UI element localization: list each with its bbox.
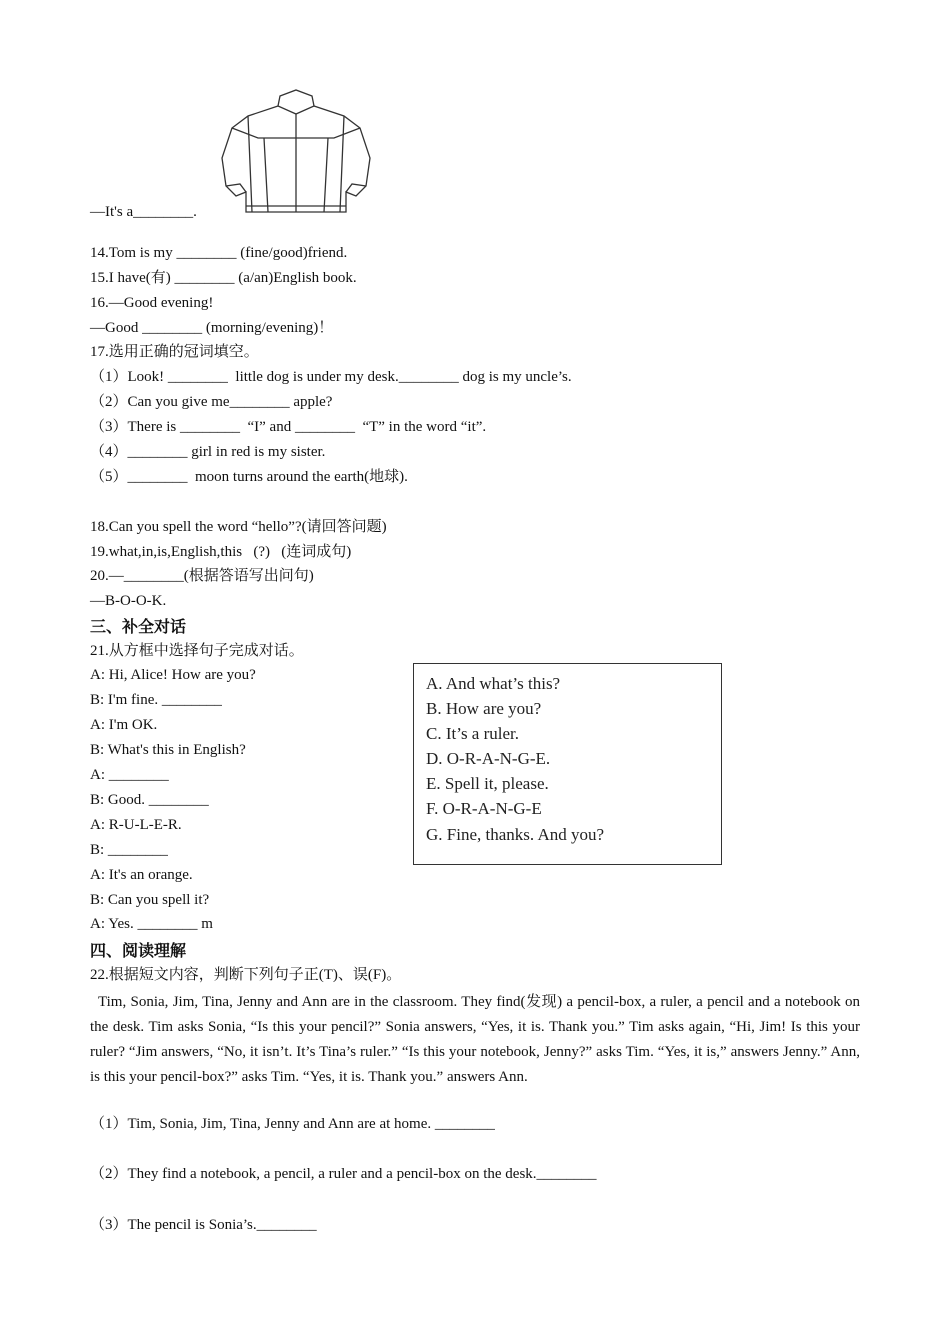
question-18: 18.Can you spell the word “hello”?(请回答问题) [90, 519, 387, 535]
dialogue-line: B: Good. ________ [90, 792, 209, 808]
question-17-1: （1）Look! ________ little dog is under my desk.________ dog is my uncle’s. [90, 369, 572, 385]
question-22: 22.根据短文内容，判断下列句子正(T)、误(F)。 [90, 967, 402, 983]
option-f: F. O-R-A-N-G-E [426, 799, 542, 818]
option-a: A. And what’s this? [426, 674, 561, 693]
question-17-3: （3）There is ________ “I” and ________ “T” in the word “it”. [90, 419, 487, 435]
question-19: 19.what,in,is,English,this (?) (连词成句) [90, 544, 352, 560]
dialogue-line: A: It's an orange. [90, 867, 193, 883]
question-17-4: （4）________ girl in red is my sister. [90, 444, 326, 460]
question-17-5: （5）________ moon turns around the earth(地球). [90, 469, 408, 485]
dialogue-line: A: R-U-L-E-R. [90, 817, 182, 833]
q22-item-2: （2）They find a notebook, a pencil, a ruler and a pencil-box on the desk.________ [90, 1166, 597, 1182]
question-20: 20.—________(根据答语写出问句) [90, 568, 314, 584]
question-14: 14.Tom is my ________ (fine/good)friend. [90, 245, 348, 261]
dialogue-line: A: I'm OK. [90, 717, 158, 733]
question-20-answer: —B-O-O-K. [90, 593, 167, 609]
dialogue-line: A: Yes. ________ m [90, 916, 213, 932]
option-c: C. It’s a ruler. [426, 724, 520, 743]
section-4-heading: 四、阅读理解 [90, 941, 187, 960]
question-16: 16.—Good evening! [90, 295, 214, 311]
option-g: G. Fine, thanks. And you? [426, 825, 605, 844]
options-box [413, 663, 722, 865]
dialogue-line: B: Can you spell it? [90, 892, 210, 908]
option-d: D. O-R-A-N-G-E. [426, 749, 551, 768]
option-b: B. How are you? [426, 699, 542, 718]
q22-item-3: （3）The pencil is Sonia’s.________ [90, 1217, 317, 1233]
question-21: 21.从方框中选择句子完成对话。 [90, 643, 304, 659]
dialogue-line: B: I'm fine. ________ [90, 692, 222, 708]
q13-answer-line: —It's a________. [90, 204, 197, 220]
question-17: 17.选用正确的冠词填空。 [90, 344, 259, 360]
section-3-heading: 三、补全对话 [90, 617, 187, 636]
question-17-2: （2）Can you give me________ apple? [90, 394, 333, 410]
dialogue-line: A: ________ [90, 767, 169, 783]
question-16-reply: —Good ________ (morning/evening)！ [90, 320, 334, 336]
dialogue-line: A: Hi, Alice! How are you? [90, 667, 256, 683]
question-15: 15.I have(有) ________ (a/an)English book. [90, 270, 357, 286]
reading-passage: Tim, Sonia, Jim, Tina, Jenny and Ann are in the classroom. They find(发现) a pencil-box, a ruler, a pencil and a notebook on the desk. Tim asks Sonia, “Is this your pencil?” Sonia answers, “Yes, it is. Thank you.” Tim asks again, “Hi, Jim! Is this your ruler? “Jim answers, “No, it isn’t. It’s Tina’s ruler.” “Is this your notebook, Jenny?” asks Tim. “Yes, it is,” answers Jenny.” Ann, is this your pencil-box?” asks Tim. “Yes, it is. Thank you.” answers Ann. [90, 994, 860, 1085]
dialogue-line: B: What's this in English? [90, 742, 246, 758]
option-e: E. Spell it, please. [426, 774, 549, 793]
jacket-illustration [218, 88, 374, 216]
q22-item-1: （1）Tim, Sonia, Jim, Tina, Jenny and Ann are at home. ________ [90, 1116, 495, 1132]
dialogue-line: B: ________ [90, 842, 168, 858]
